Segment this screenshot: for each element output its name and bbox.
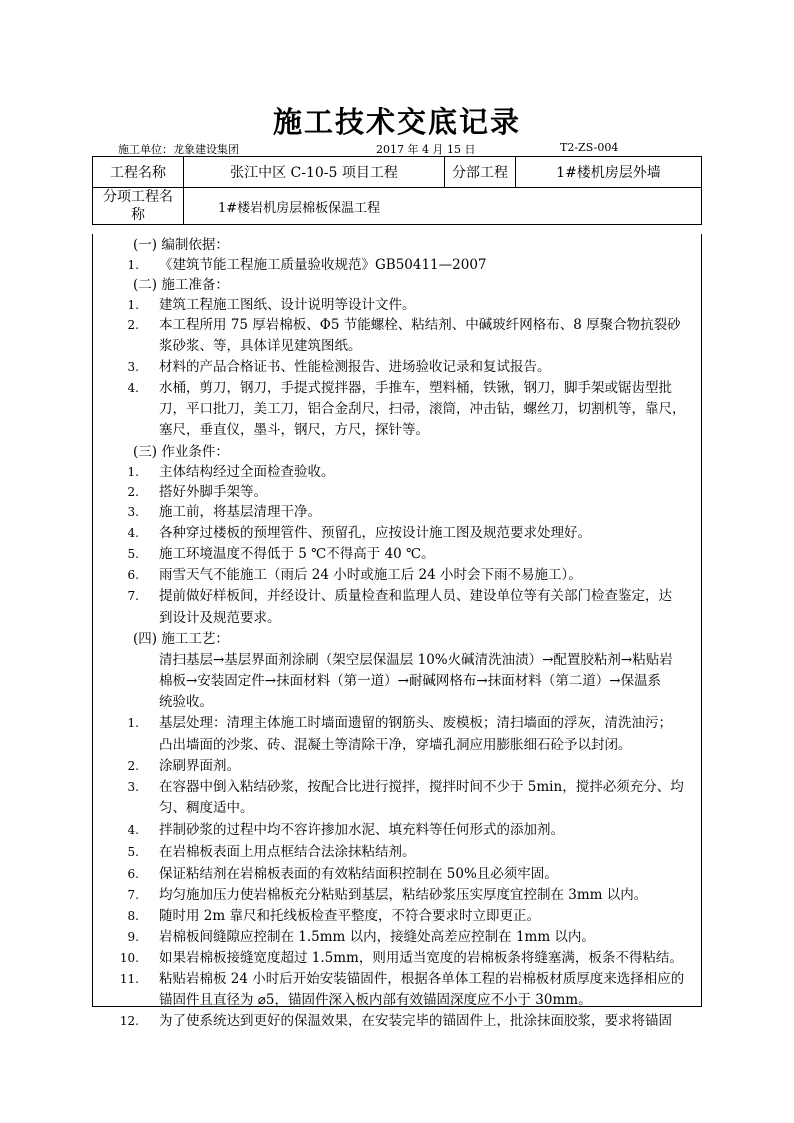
numbered-line: 基层处理：清理主体施工时墙面遗留的钢筋头、废模板；清扫墙面的浮灰，清洗油污；	[159, 715, 672, 731]
document-date: 2017 年 4 月 15 日	[376, 143, 476, 156]
numbered-line: 拌制砂浆的过程中均不容许掺加水泥、填充料等任何形式的添加剂。	[159, 822, 564, 838]
line-number: 1.	[127, 298, 139, 312]
numbered-line: 主体结构经过全面检查验收。	[159, 464, 335, 480]
section-heading: (一) 编制依据：	[133, 237, 229, 253]
numbered-line: 雨雪天气不能施工（雨后 24 小时或施工后 24 小时会下雨不易施工）。	[159, 567, 582, 583]
line-number: 2.	[127, 759, 139, 773]
line-number: 11.	[119, 972, 139, 986]
text-line: 匀、稠度适中。	[159, 800, 254, 816]
text-line: 清扫基层→基层界面剂涂刷（架空层保温层 10%火碱清洗油渍）→配置胶粘剂→粘贴岩	[159, 652, 673, 668]
section-heading: (二) 施工准备：	[133, 277, 229, 293]
subitem-label-line2: 称	[131, 207, 145, 223]
line-number: 9.	[127, 930, 139, 944]
numbered-line: 搭好外脚手架等。	[159, 484, 267, 500]
text-line: 统验收。	[159, 694, 213, 710]
numbered-line: 涂刷界面剂。	[159, 758, 240, 774]
line-number: 2.	[127, 485, 139, 499]
numbered-line: 水桶，剪刀，钢刀，手提式搅拌器，手推车，塑料桶，铁锹，钢刀，脚手架或锯齿型批	[159, 380, 672, 396]
text-line: 锚固件且直径为 ⌀5，锚固件深入板内部有效锚固深度应不小于 30mm。	[159, 992, 592, 1008]
text-line: 棉板→安装固定件→抹面材料（第一道）→耐碱网格布→抹面材料（第二道）→保温系	[159, 673, 662, 689]
section-heading: (三) 作业条件：	[133, 444, 229, 460]
text-line: 刀，平口批刀，美工刀，铝合金刮尺，扫帚，滚筒，冲击钻，螺丝刀，切割机等，靠尺，	[159, 401, 686, 417]
line-number: 6.	[127, 568, 139, 582]
line-number: 1.	[127, 465, 139, 479]
numbered-line: 材料的产品合格证书、性能检测报告、进场验收记录和复试报告。	[159, 359, 551, 375]
line-number: 5.	[127, 845, 139, 859]
line-number: 7.	[127, 888, 139, 902]
line-number: 10.	[119, 951, 139, 965]
line-number: 4.	[127, 381, 139, 395]
line-number: 6.	[127, 867, 139, 881]
line-number: 4.	[127, 823, 139, 837]
numbered-line: 岩棉板间缝隙应控制在 1.5mm 以内，接缝处高差应控制在 1mm 以内。	[159, 929, 595, 945]
numbered-line: 保证粘结剂在岩棉板表面的有效粘结面积控制在 50%且必须牢固。	[159, 866, 558, 882]
numbered-line: 施工环境温度不得低于 5 ℃不得高于 40 ℃。	[159, 546, 435, 562]
numbered-line: 《建筑节能工程施工质量验收规范》GB50411—2007	[159, 257, 487, 273]
numbered-line: 均匀施加压力使岩棉板充分粘贴到基层，粘结砂浆压实厚度宜控制在 3mm 以内。	[159, 887, 648, 903]
numbered-line: 随时用 2m 靠尺和托线板检查平整度，不符合要求时立即更正。	[159, 908, 540, 924]
numbered-line: 在岩棉板表面上用点框结合法涂抹粘结剂。	[159, 844, 416, 860]
text-line: 到设计及规范要求。	[159, 610, 281, 626]
line-number: 7.	[127, 589, 139, 603]
subitem-label	[93, 188, 184, 225]
subitem-label-line1: 分项工程名	[103, 189, 173, 205]
header-row-project	[93, 157, 702, 188]
line-number: 12.	[119, 1014, 139, 1028]
project-name-label: 工程名称	[93, 157, 184, 188]
numbered-line: 提前做好样板间，并经设计、质量检查和监理人员、建设单位等有关部门检查鉴定，达	[159, 588, 672, 604]
numbered-line: 如果岩棉板接缝宽度超过 1.5mm，则用适当宽度的岩棉板条将缝塞满，板条不得粘结。	[159, 950, 683, 966]
section-heading: (四) 施工工艺：	[133, 631, 229, 647]
text-line: 塞尺，垂直仪，墨斗，钢尺，方尺，探针等。	[159, 422, 429, 438]
line-number: 8.	[127, 909, 139, 923]
line-number: 4.	[127, 526, 139, 540]
text-line: 凸出墙面的沙浆、砖、混凝土等清除干净，穿墙孔洞应用膨胀细石砼予以封闭。	[159, 737, 632, 753]
line-number: 1.	[127, 716, 139, 730]
numbered-line: 建筑工程施工图纸、设计说明等设计文件。	[159, 297, 416, 313]
numbered-line: 各种穿过楼板的预埋管件、预留孔，应按设计施工图及规范要求处理好。	[159, 525, 591, 541]
header-table	[92, 156, 702, 225]
line-number: 5.	[127, 547, 139, 561]
division-value: 1#楼机房层外墙	[516, 157, 702, 188]
numbered-line: 为了使系统达到更好的保温效果，在安装完毕的锚固件上，批涂抹面胶浆，要求将锚固	[159, 1013, 672, 1029]
subitem-value: 1#楼岩机房层棉板保温工程	[184, 188, 702, 225]
line-number: 2.	[127, 318, 139, 332]
project-name-value: 张江中区 C-10-5 项目工程	[184, 157, 445, 188]
construction-unit: 施工单位：龙象建设集团	[118, 143, 239, 156]
numbered-line: 在容器中倒入粘结砂浆，按配合比进行搅拌，搅拌时间不少于 5min，搅拌必须充分、均	[159, 779, 684, 795]
numbered-line: 施工前，将基层清理干净。	[159, 504, 321, 520]
document-code: T2-ZS-004	[560, 141, 619, 154]
text-line: 浆砂浆、等，具体详见建筑图纸。	[159, 338, 362, 354]
line-number: 3.	[127, 780, 139, 794]
numbered-line: 粘贴岩棉板 24 小时后开始安装锚固件，根据各单体工程的岩棉板材质厚度来选择相应的	[159, 971, 685, 987]
disclosure-body	[92, 234, 702, 1029]
division-label: 分部工程	[445, 157, 516, 188]
line-number: 1.	[127, 258, 139, 272]
line-number: 3.	[127, 360, 139, 374]
numbered-line: 本工程所用 75 厚岩棉板、Φ5 节能螺栓、粘结剂、中碱玻纤网格布、8 厚聚合物抗裂砂	[159, 317, 681, 333]
document-title: 施工技术交底记录	[272, 105, 521, 139]
header-row-subitem	[93, 188, 702, 225]
line-number: 3.	[127, 505, 139, 519]
